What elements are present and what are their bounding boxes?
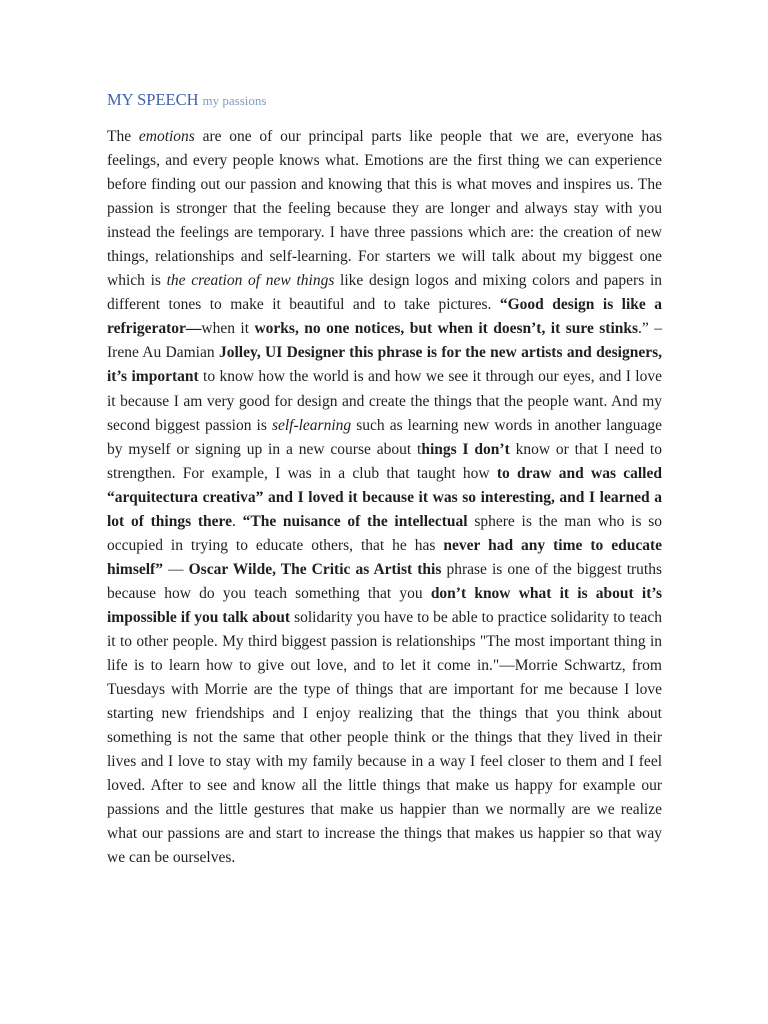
speech-heading: [107, 90, 266, 110]
text-run: The: [107, 128, 139, 145]
text-run: to know how the world is and how we see it through our eyes, and I love it because I am very good for design and create the things that the people want. And my second biggest passion is: [107, 368, 662, 434]
text-run: —: [162, 560, 189, 578]
emphasis-creation: the creation of new things: [166, 272, 335, 290]
text-run: .: [231, 512, 243, 530]
text-run: sphere is the man who is so occupied in trying to educate others, that he has: [107, 512, 662, 554]
text-run: like design logos and mixing colors and papers in different tones to make it beautiful and to take pictures.: [107, 272, 663, 314]
bold-oscar-wilde: Oscar Wilde, The Critic as Artist this: [188, 560, 442, 578]
quote-nuisance: “The nuisance of the intellectual: [242, 512, 468, 530]
text-run: know or that I need to strengthen. For example, I was in a club that taught how: [107, 440, 662, 482]
heading-title: MY SPEECH: [107, 90, 199, 109]
speech-body: [107, 125, 662, 870]
quote-good-design: “Good design is like a refrigerator—: [107, 296, 662, 338]
emphasis-self-learning: self-learning: [271, 416, 352, 434]
text-run: .” –Irene Au Damian: [107, 320, 662, 362]
quote-good-design-cont: works, no one notices, but when it doesn’t, it sure stinks: [254, 320, 639, 338]
bold-dont-know: don’t know what it is about it’s impossible if you talk about: [107, 584, 662, 626]
bold-club: to draw and was called “arquitectura creativa” and I loved it because it was so interesting, and I learned a lot of things there: [107, 464, 662, 530]
quote-nuisance-cont: never had any time to educate himself”: [107, 536, 662, 578]
emphasis-emotions: emotions: [138, 128, 195, 145]
text-run: solidarity you have to be able to practice solidarity to teach it to other people. My third biggest passion is relationships "The most important thing in life is to learn how to give out love, and to let it come in."—Morrie Schwartz, from Tuesdays with Morrie are the type of things that are important for me because I love starting new friendships and I enjoy realizing that the things that you think about something is not the same that other people think or the things that they lived in their lives and I love to stay with my family because in a way I feel closer to them and I feel loved. After to see and know all the little things that make us happy for example our passions and the little gestures that make us happier than we normally are we realize what our passions are and start to increase the things that makes us happier so that way we can be ourselves.: [107, 608, 662, 867]
bold-jolley: Jolley, UI Designer this phrase is for the new artists and designers, it’s important: [107, 344, 662, 386]
text-run: are one of our principal parts like people that we are, everyone has feelings, and every people knows what. Emotions are the first thing we can experience before finding out our passion and knowing that this is what moves and inspires us. The passion is stronger that the feeling because they are longer and always stay with you instead the feelings are temporary. I have three passions which are: the creation of new things, relationships and self-learning. For starters we will talk about my biggest one which is: [107, 128, 662, 290]
heading-subtitle: my passions: [202, 93, 267, 108]
text-run: phrase is one of the biggest truths because how do you teach something that you: [107, 560, 663, 602]
text-run: such as learning new words in another language by myself or signing up in a new course about t: [107, 416, 663, 458]
bold-things-dont: hings I don’t: [421, 440, 510, 458]
text-run: when it: [201, 320, 255, 338]
